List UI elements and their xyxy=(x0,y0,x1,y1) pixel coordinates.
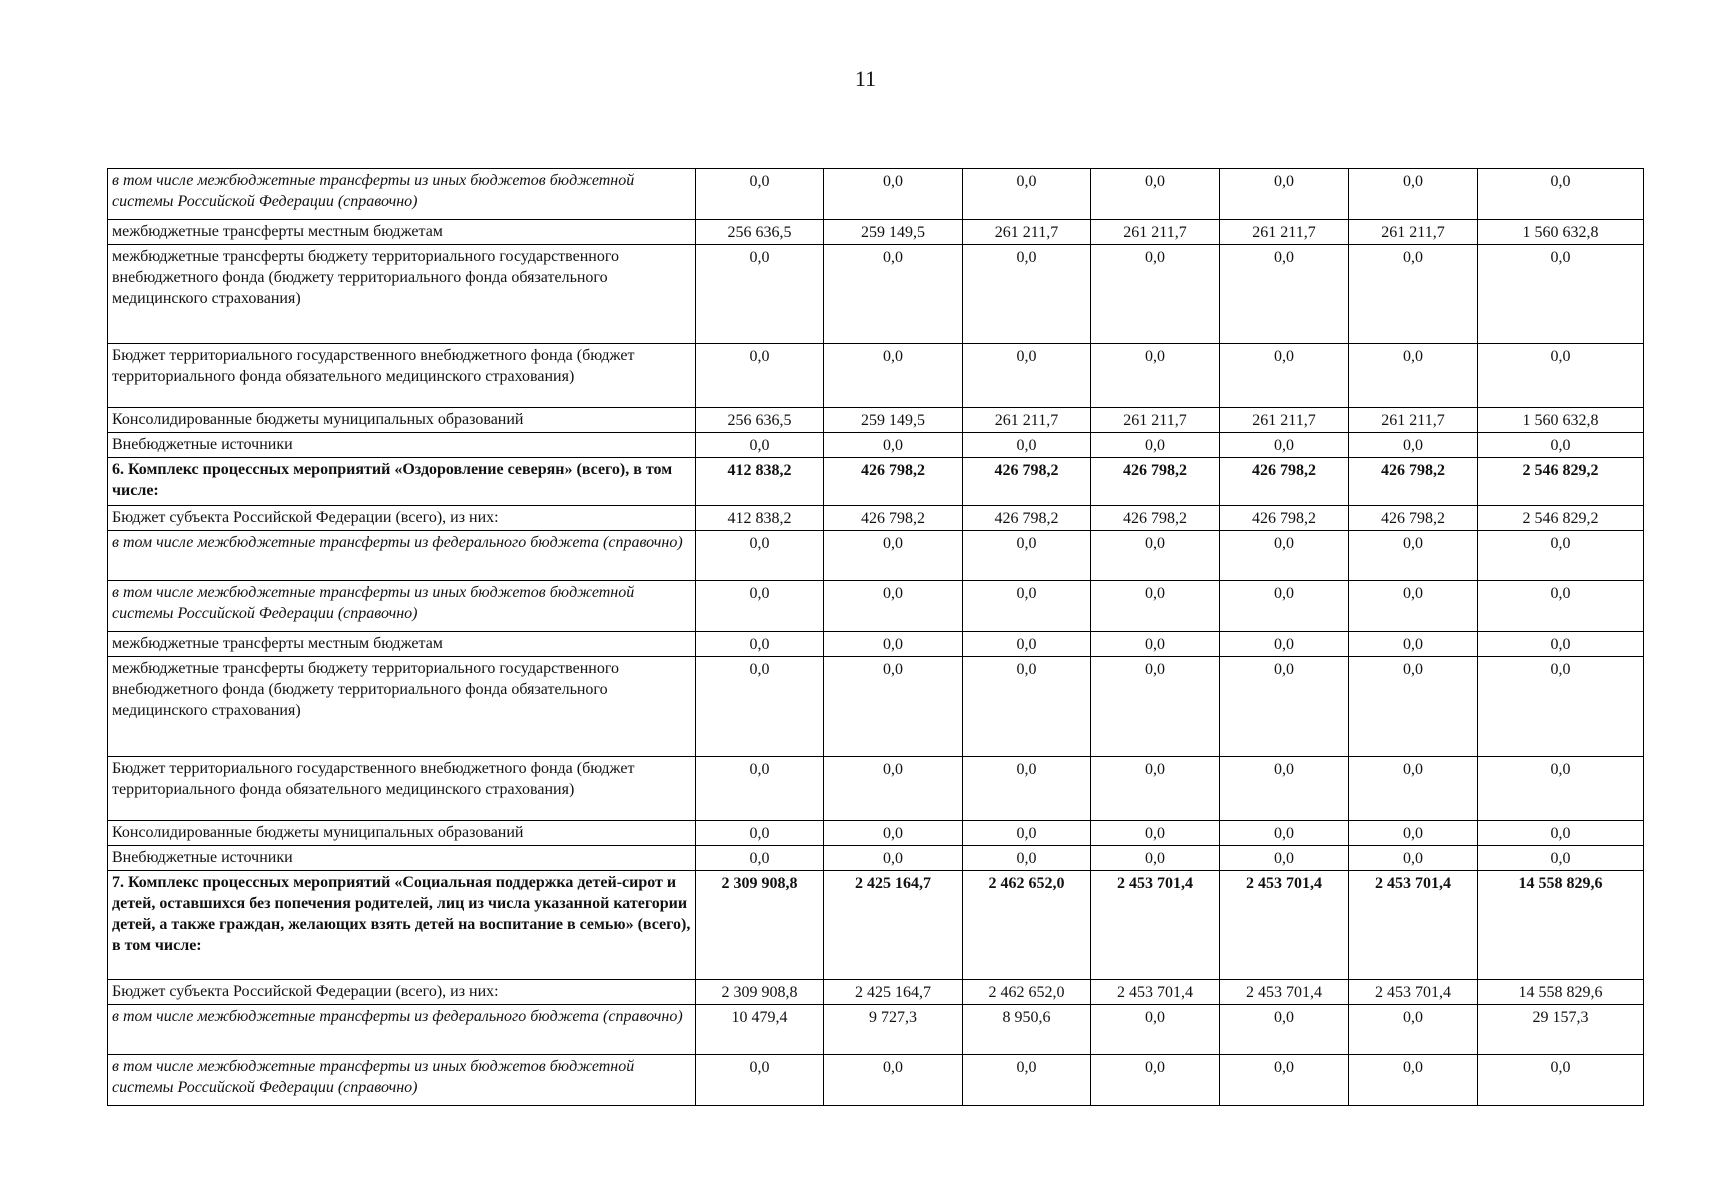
row-label: 7. Комплекс процессных мероприятий «Социальная поддержка детей-сирот и детей, оставшихся без попечения родителей, лиц из числа указанной категории детей, а также граждан, желающих взять детей на воспитание в семью» (всего), в том числе: xyxy=(108,871,696,980)
value-cell: 0,0 xyxy=(1478,169,1644,220)
value-cell: 14 558 829,6 xyxy=(1478,871,1644,980)
row-label: в том числе межбюджетные трансферты из иных бюджетов бюджетной системы Российской Федерации (справочно) xyxy=(108,169,696,220)
table-row xyxy=(108,980,1644,1005)
page-number: 11 xyxy=(854,66,877,91)
value-cell: 0,0 xyxy=(1478,821,1644,846)
table-row xyxy=(108,344,1644,408)
value-cell: 426 798,2 xyxy=(824,458,963,506)
value-cell: 0,0 xyxy=(963,433,1091,458)
value-cell: 426 798,2 xyxy=(963,506,1091,531)
value-cell: 0,0 xyxy=(1220,169,1349,220)
value-cell: 261 211,7 xyxy=(1091,408,1220,433)
value-cell: 0,0 xyxy=(963,245,1091,344)
value-cell: 2 546 829,2 xyxy=(1478,458,1644,506)
value-cell: 0,0 xyxy=(824,757,963,821)
value-cell: 0,0 xyxy=(1091,344,1220,408)
value-cell: 2 453 701,4 xyxy=(1349,871,1478,980)
value-cell: 0,0 xyxy=(1220,1055,1349,1106)
table-row xyxy=(108,169,1644,220)
value-cell: 0,0 xyxy=(1091,846,1220,871)
table-row xyxy=(108,871,1644,980)
table-row xyxy=(108,531,1644,581)
value-cell: 10 479,4 xyxy=(696,1005,824,1055)
value-cell: 0,0 xyxy=(1478,1055,1644,1106)
row-label: Внебюджетные источники xyxy=(108,846,696,871)
value-cell: 0,0 xyxy=(1220,846,1349,871)
value-cell: 0,0 xyxy=(1220,657,1349,757)
value-cell: 0,0 xyxy=(1220,757,1349,821)
value-cell: 0,0 xyxy=(1091,632,1220,657)
value-cell: 0,0 xyxy=(1349,245,1478,344)
value-cell: 0,0 xyxy=(963,531,1091,581)
row-label: Бюджет территориального государственного внебюджетного фонда (бюджет территориального фонда обязательного медицинского страхования) xyxy=(108,757,696,821)
value-cell: 0,0 xyxy=(963,581,1091,632)
value-cell: 0,0 xyxy=(1349,581,1478,632)
value-cell: 0,0 xyxy=(1091,245,1220,344)
value-cell: 0,0 xyxy=(1220,433,1349,458)
value-cell: 0,0 xyxy=(1091,581,1220,632)
value-cell: 0,0 xyxy=(824,245,963,344)
value-cell: 426 798,2 xyxy=(1220,458,1349,506)
value-cell: 0,0 xyxy=(1220,531,1349,581)
value-cell: 261 211,7 xyxy=(1091,220,1220,245)
table-row xyxy=(108,757,1644,821)
value-cell: 261 211,7 xyxy=(963,408,1091,433)
table-row xyxy=(108,506,1644,531)
row-label: Бюджет субъекта Российской Федерации (всего), из них: xyxy=(108,506,696,531)
value-cell: 0,0 xyxy=(696,433,824,458)
value-cell: 0,0 xyxy=(1349,846,1478,871)
row-label: в том числе межбюджетные трансферты из иных бюджетов бюджетной системы Российской Федерации (справочно) xyxy=(108,581,696,632)
value-cell: 0,0 xyxy=(1478,657,1644,757)
table-row xyxy=(108,1005,1644,1055)
value-cell: 0,0 xyxy=(1220,821,1349,846)
value-cell: 0,0 xyxy=(1349,433,1478,458)
value-cell: 2 453 701,4 xyxy=(1220,980,1349,1005)
value-cell: 0,0 xyxy=(696,657,824,757)
value-cell: 261 211,7 xyxy=(1220,220,1349,245)
table-row xyxy=(108,245,1644,344)
value-cell: 0,0 xyxy=(696,846,824,871)
row-label: в том числе межбюджетные трансферты из федерального бюджета (справочно) xyxy=(108,531,696,581)
budget-table xyxy=(107,168,1644,1106)
value-cell: 0,0 xyxy=(696,581,824,632)
value-cell: 0,0 xyxy=(824,581,963,632)
value-cell: 0,0 xyxy=(824,657,963,757)
value-cell: 0,0 xyxy=(824,846,963,871)
value-cell: 261 211,7 xyxy=(1220,408,1349,433)
value-cell: 8 950,6 xyxy=(963,1005,1091,1055)
value-cell: 2 425 164,7 xyxy=(824,871,963,980)
value-cell: 0,0 xyxy=(963,344,1091,408)
value-cell: 0,0 xyxy=(696,1055,824,1106)
value-cell: 0,0 xyxy=(1220,245,1349,344)
value-cell: 256 636,5 xyxy=(696,408,824,433)
value-cell: 0,0 xyxy=(1478,846,1644,871)
table-row xyxy=(108,1055,1644,1106)
value-cell: 0,0 xyxy=(696,245,824,344)
value-cell: 0,0 xyxy=(824,1055,963,1106)
value-cell: 2 546 829,2 xyxy=(1478,506,1644,531)
value-cell: 2 309 908,8 xyxy=(696,980,824,1005)
value-cell: 412 838,2 xyxy=(696,458,824,506)
value-cell: 0,0 xyxy=(824,821,963,846)
value-cell: 0,0 xyxy=(1220,1005,1349,1055)
value-cell: 426 798,2 xyxy=(1349,506,1478,531)
value-cell: 0,0 xyxy=(963,1055,1091,1106)
value-cell: 259 149,5 xyxy=(824,408,963,433)
value-cell: 0,0 xyxy=(1349,1005,1478,1055)
value-cell: 261 211,7 xyxy=(1349,220,1478,245)
value-cell: 0,0 xyxy=(824,531,963,581)
value-cell: 0,0 xyxy=(1478,581,1644,632)
value-cell: 0,0 xyxy=(963,169,1091,220)
value-cell: 0,0 xyxy=(1349,632,1478,657)
value-cell: 0,0 xyxy=(1349,169,1478,220)
value-cell: 1 560 632,8 xyxy=(1478,220,1644,245)
value-cell: 0,0 xyxy=(1220,632,1349,657)
table-body xyxy=(108,169,1644,1106)
value-cell: 2 462 652,0 xyxy=(963,871,1091,980)
value-cell: 0,0 xyxy=(1478,632,1644,657)
value-cell: 426 798,2 xyxy=(1091,506,1220,531)
value-cell: 0,0 xyxy=(963,821,1091,846)
row-label: 6. Комплекс процессных мероприятий «Оздоровление северян» (всего), в том числе: xyxy=(108,458,696,506)
value-cell: 0,0 xyxy=(963,757,1091,821)
table-row xyxy=(108,821,1644,846)
row-label: Консолидированные бюджеты муниципальных образований xyxy=(108,408,696,433)
table-row xyxy=(108,220,1644,245)
value-cell: 261 211,7 xyxy=(1349,408,1478,433)
value-cell: 426 798,2 xyxy=(1349,458,1478,506)
value-cell: 0,0 xyxy=(1349,657,1478,757)
value-cell: 0,0 xyxy=(1091,657,1220,757)
value-cell: 0,0 xyxy=(963,632,1091,657)
value-cell: 0,0 xyxy=(1091,433,1220,458)
row-label: межбюджетные трансферты местным бюджетам xyxy=(108,632,696,657)
value-cell: 0,0 xyxy=(696,531,824,581)
row-label: Внебюджетные источники xyxy=(108,433,696,458)
value-cell: 0,0 xyxy=(1478,245,1644,344)
value-cell: 412 838,2 xyxy=(696,506,824,531)
value-cell: 426 798,2 xyxy=(963,458,1091,506)
row-label: межбюджетные трансферты бюджету территориального государственного внебюджетного фонда (бюджету территориального фонда обязательного медицинского страхования) xyxy=(108,245,696,344)
value-cell: 426 798,2 xyxy=(1220,506,1349,531)
value-cell: 0,0 xyxy=(696,169,824,220)
value-cell: 0,0 xyxy=(1478,433,1644,458)
row-label: Консолидированные бюджеты муниципальных образований xyxy=(108,821,696,846)
value-cell: 0,0 xyxy=(963,657,1091,757)
value-cell: 2 453 701,4 xyxy=(1349,980,1478,1005)
value-cell: 0,0 xyxy=(1349,531,1478,581)
table-row xyxy=(108,581,1644,632)
value-cell: 0,0 xyxy=(824,433,963,458)
table-row xyxy=(108,846,1644,871)
table-row xyxy=(108,632,1644,657)
value-cell: 0,0 xyxy=(1349,757,1478,821)
value-cell: 14 558 829,6 xyxy=(1478,980,1644,1005)
value-cell: 0,0 xyxy=(1091,531,1220,581)
value-cell: 259 149,5 xyxy=(824,220,963,245)
value-cell: 0,0 xyxy=(1349,344,1478,408)
value-cell: 261 211,7 xyxy=(963,220,1091,245)
row-label: в том числе межбюджетные трансферты из федерального бюджета (справочно) xyxy=(108,1005,696,1055)
value-cell: 256 636,5 xyxy=(696,220,824,245)
table-row xyxy=(108,433,1644,458)
value-cell: 0,0 xyxy=(1478,531,1644,581)
value-cell: 0,0 xyxy=(963,846,1091,871)
value-cell: 2 309 908,8 xyxy=(696,871,824,980)
table-row xyxy=(108,458,1644,506)
value-cell: 0,0 xyxy=(1349,1055,1478,1106)
value-cell: 0,0 xyxy=(696,757,824,821)
value-cell: 2 462 652,0 xyxy=(963,980,1091,1005)
value-cell: 0,0 xyxy=(1220,581,1349,632)
value-cell: 29 157,3 xyxy=(1478,1005,1644,1055)
value-cell: 0,0 xyxy=(1091,821,1220,846)
value-cell: 1 560 632,8 xyxy=(1478,408,1644,433)
value-cell: 0,0 xyxy=(696,821,824,846)
value-cell: 426 798,2 xyxy=(824,506,963,531)
value-cell: 0,0 xyxy=(824,344,963,408)
value-cell: 2 425 164,7 xyxy=(824,980,963,1005)
row-label: Бюджет территориального государственного внебюджетного фонда (бюджет территориального фонда обязательного медицинского страхования) xyxy=(108,344,696,408)
value-cell: 2 453 701,4 xyxy=(1091,980,1220,1005)
value-cell: 0,0 xyxy=(824,169,963,220)
value-cell: 0,0 xyxy=(1091,1005,1220,1055)
value-cell: 0,0 xyxy=(1091,757,1220,821)
table-row xyxy=(108,657,1644,757)
value-cell: 0,0 xyxy=(1349,821,1478,846)
value-cell: 0,0 xyxy=(1091,169,1220,220)
value-cell: 0,0 xyxy=(696,632,824,657)
value-cell: 0,0 xyxy=(1478,757,1644,821)
table-row xyxy=(108,408,1644,433)
value-cell: 2 453 701,4 xyxy=(1091,871,1220,980)
row-label: Бюджет субъекта Российской Федерации (всего), из них: xyxy=(108,980,696,1005)
value-cell: 2 453 701,4 xyxy=(1220,871,1349,980)
value-cell: 9 727,3 xyxy=(824,1005,963,1055)
value-cell: 426 798,2 xyxy=(1091,458,1220,506)
value-cell: 0,0 xyxy=(1478,344,1644,408)
row-label: межбюджетные трансферты местным бюджетам xyxy=(108,220,696,245)
value-cell: 0,0 xyxy=(696,344,824,408)
value-cell: 0,0 xyxy=(1220,344,1349,408)
value-cell: 0,0 xyxy=(1091,1055,1220,1106)
value-cell: 0,0 xyxy=(824,632,963,657)
row-label: межбюджетные трансферты бюджету территориального государственного внебюджетного фонда (бюджету территориального фонда обязательного медицинского страхования) xyxy=(108,657,696,757)
row-label: в том числе межбюджетные трансферты из иных бюджетов бюджетной системы Российской Федерации (справочно) xyxy=(108,1055,696,1106)
